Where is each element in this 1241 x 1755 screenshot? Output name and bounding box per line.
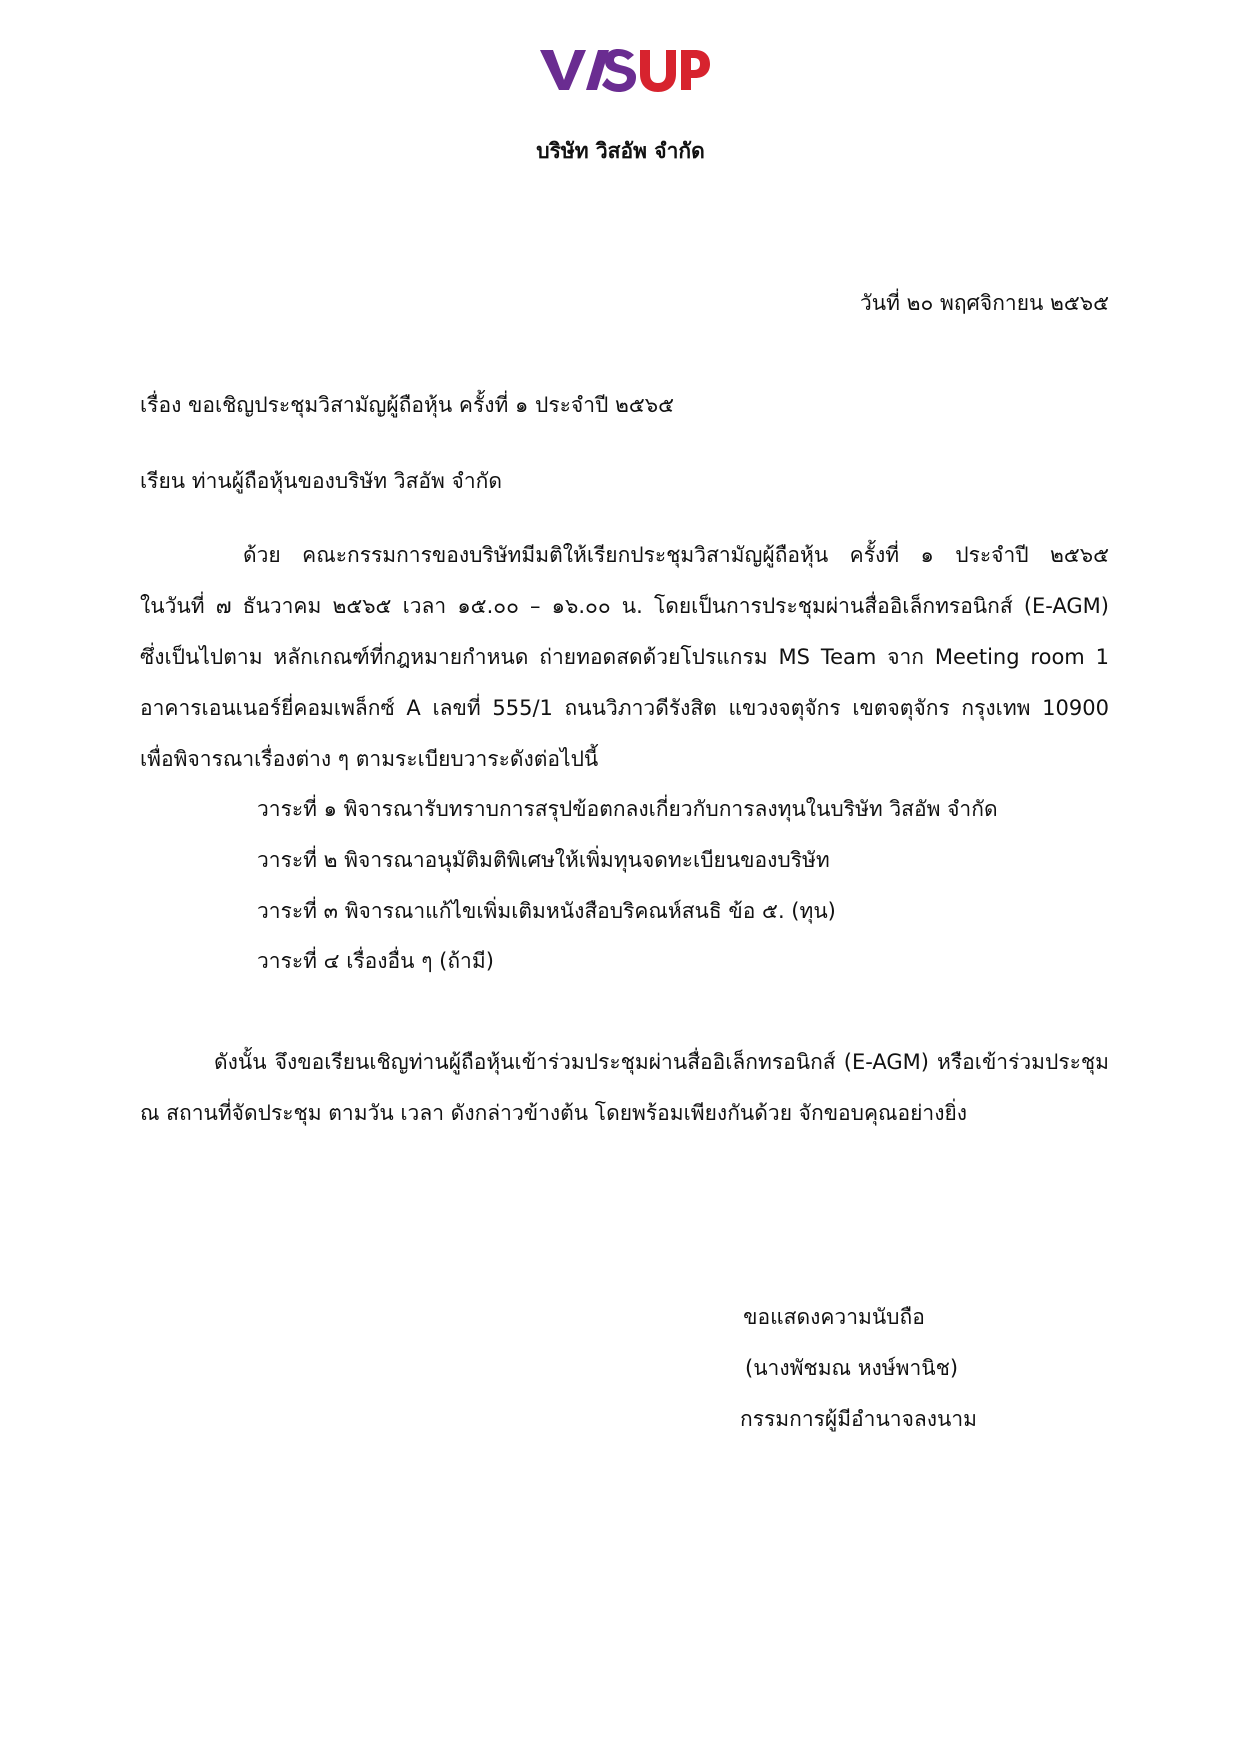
paragraph-line: ซึ่งเป็นไปตาม หลักเกณฑ์ที่กฎหมายกำหนด ถ่ายทอดสดด้วยโปรแกรม MS Team จาก Meeting room 1 <box>140 645 1109 669</box>
signature-closing: ขอแสดงความนับถือ <box>743 1305 925 1329</box>
paragraph-line: เพื่อพิจารณาเรื่องต่าง ๆ ตามระเบียบวาระดังต่อไปนี้ <box>140 747 599 771</box>
visup-logo <box>540 46 710 94</box>
paragraph-line: ดังนั้น จึงขอเรียนเชิญท่านผู้ถือหุ้นเข้าร่วมประชุมผ่านสื่ออิเล็กทรอนิกส์ (E-AGM) หรือเข้าร่วมประชุม <box>214 1050 1109 1074</box>
paragraph-line: ด้วย คณะกรรมการของบริษัทมีมติให้เรียกประชุมวิสามัญผู้ถือหุ้น ครั้งที่ ๑ ประจำปี ๒๕๖๕ <box>243 543 1109 567</box>
letter-salutation: เรียน ท่านผู้ถือหุ้นของบริษัท วิสอัพ จำกัด <box>140 469 502 493</box>
letter-date: วันที่ ๒๐ พฤศจิกายน ๒๕๖๕ <box>860 291 1109 315</box>
paragraph-line: ณ สถานที่จัดประชุม ตามวัน เวลา ดังกล่าวข้างต้น โดยพร้อมเพียงกันด้วย จักขอบคุณอย่างยิ่ง <box>140 1101 968 1125</box>
signature-name: (นางพัชมณ หงษ์พานิช) <box>745 1356 959 1380</box>
agenda-item: วาระที่ ๓ พิจารณาแก้ไขเพิ่มเติมหนังสือบริคณห์สนธิ ข้อ ๕. (ทุน) <box>257 899 836 923</box>
agenda-item: วาระที่ ๔ เรื่องอื่น ๆ (ถ้ามี) <box>257 949 494 973</box>
paragraph-line: อาคารเอนเนอร์ยี่คอมเพล็กซ์ A เลขที่ 555/1 ถนนวิภาวดีรังสิต แขวงจตุจักร เขตจตุจักร กรุงเทพ 10900 <box>140 696 1109 720</box>
company-name: บริษัท วิสอัพ จำกัด <box>536 139 705 163</box>
agenda-item: วาระที่ ๑ พิจารณารับทราบการสรุปข้อตกลงเกี่ยวกับการลงทุนในบริษัท วิสอัพ จำกัด <box>257 797 998 821</box>
paragraph-line: ในวันที่ ๗ ธันวาคม ๒๕๖๕ เวลา ๑๕.๐๐ – ๑๖.๐๐ น. โดยเป็นการประชุมผ่านสื่ออิเล็กทรอนิกส์ (E-AGM) <box>140 594 1109 618</box>
agenda-item: วาระที่ ๒ พิจารณาอนุมัติมติพิเศษให้เพิ่มทุนจดทะเบียนของบริษัท <box>257 848 830 872</box>
signature-title: กรรมการผู้มีอำนาจลงนาม <box>740 1407 978 1431</box>
letter-subject: เรื่อง ขอเชิญประชุมวิสามัญผู้ถือหุ้น ครั้งที่ ๑ ประจำปี ๒๕๖๕ <box>140 393 674 417</box>
